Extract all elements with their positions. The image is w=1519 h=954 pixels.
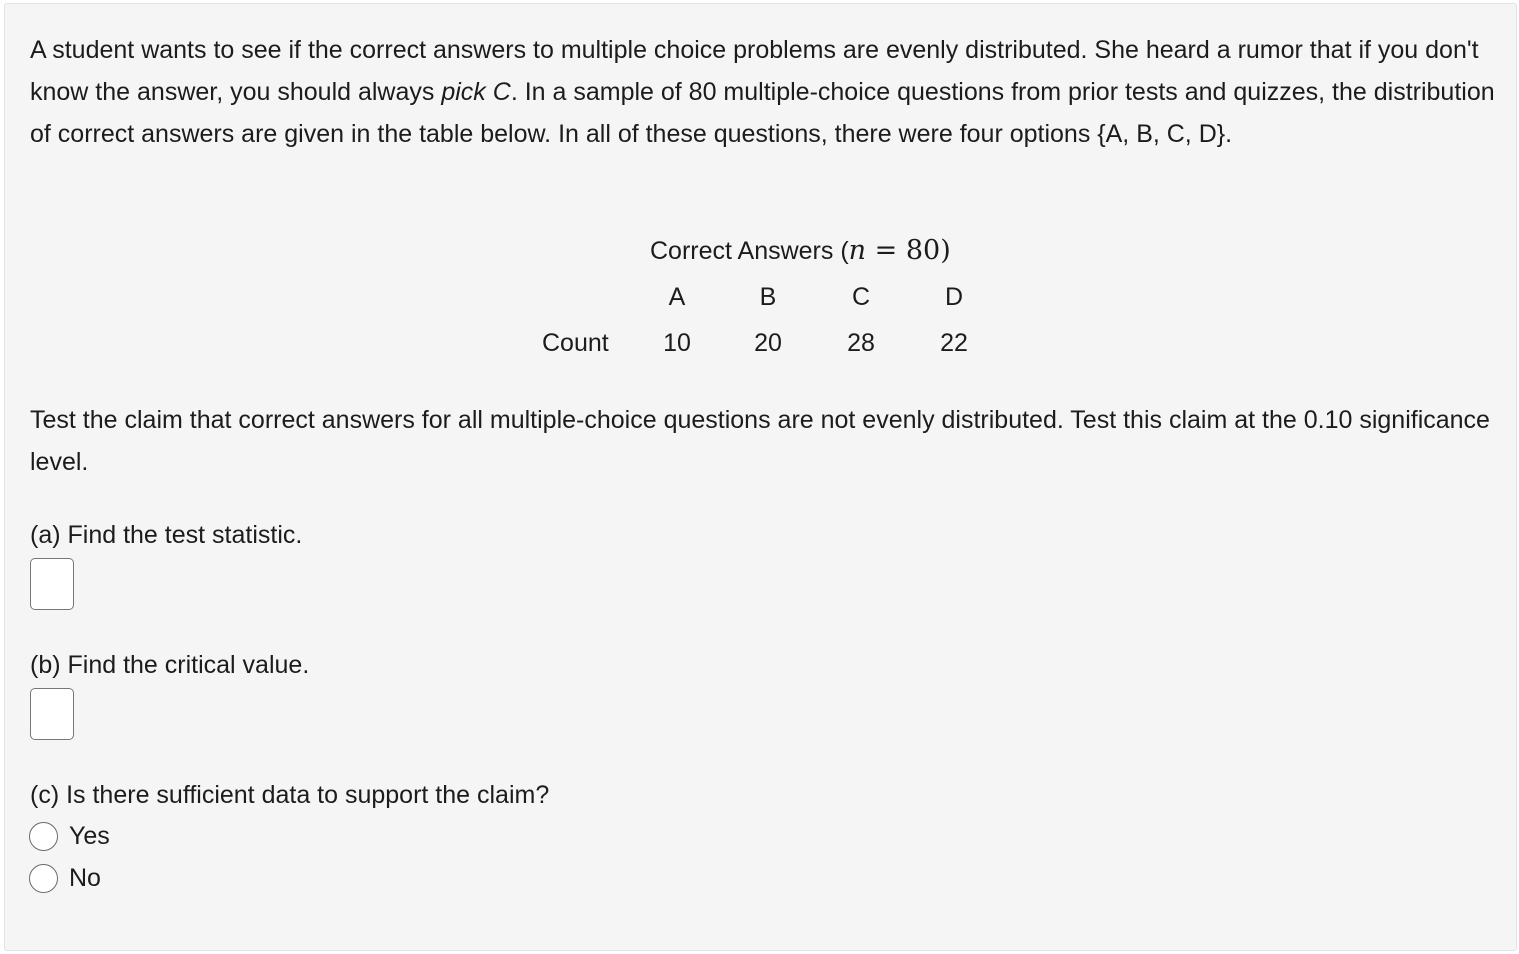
count-c: 28 bbox=[847, 329, 875, 357]
question-a-label: (a) Find the test statistic. bbox=[30, 521, 303, 549]
question-c-label: (c) Is there sufficient data to support the claim? bbox=[30, 781, 550, 809]
column-header-d: D bbox=[944, 283, 964, 311]
column-header-c: C bbox=[851, 283, 871, 311]
table-title bbox=[650, 234, 951, 268]
table-title-equation: = 80) bbox=[866, 235, 951, 266]
radio-yes[interactable] bbox=[29, 822, 58, 851]
claim-paragraph: Test the claim that correct answers for all multiple-choice questions are not evenly distributed. Test this claim at the 0.10 significance level. bbox=[30, 406, 1490, 476]
intro-paragraph bbox=[30, 29, 1505, 155]
option-yes[interactable] bbox=[29, 819, 110, 853]
table-title-variable: n bbox=[848, 235, 867, 266]
column-header-a: A bbox=[668, 283, 686, 311]
option-no[interactable] bbox=[29, 861, 101, 895]
intro-text-1: A student wants to see if the correct answers to multiple choice problems are evenly distributed. She heard a rumor that if you don't know the answer, you should always bbox=[30, 36, 1479, 106]
intro-emphasis: pick C bbox=[441, 78, 511, 106]
test-statistic-input[interactable] bbox=[30, 558, 74, 610]
table-title-text: Correct Answers ( bbox=[650, 237, 849, 265]
question-panel bbox=[4, 3, 1517, 951]
table-title-math bbox=[849, 235, 951, 266]
option-yes-label: Yes bbox=[69, 821, 110, 850]
radio-no[interactable] bbox=[29, 864, 58, 893]
intro-text-2: . In a sample of 80 multiple-choice questions from prior tests and quizzes, the distribution of correct answers are given in the table below. In all of these questions, there were four options {A, B, C, D}. bbox=[30, 78, 1495, 148]
count-d: 22 bbox=[940, 329, 968, 357]
critical-value-input[interactable] bbox=[30, 688, 74, 740]
count-a: 10 bbox=[663, 329, 691, 357]
count-b: 20 bbox=[754, 329, 782, 357]
question-b-label: (b) Find the critical value. bbox=[30, 651, 310, 679]
row-label-count: Count bbox=[542, 329, 609, 357]
column-header-b: B bbox=[759, 283, 777, 311]
option-no-label: No bbox=[69, 863, 101, 892]
